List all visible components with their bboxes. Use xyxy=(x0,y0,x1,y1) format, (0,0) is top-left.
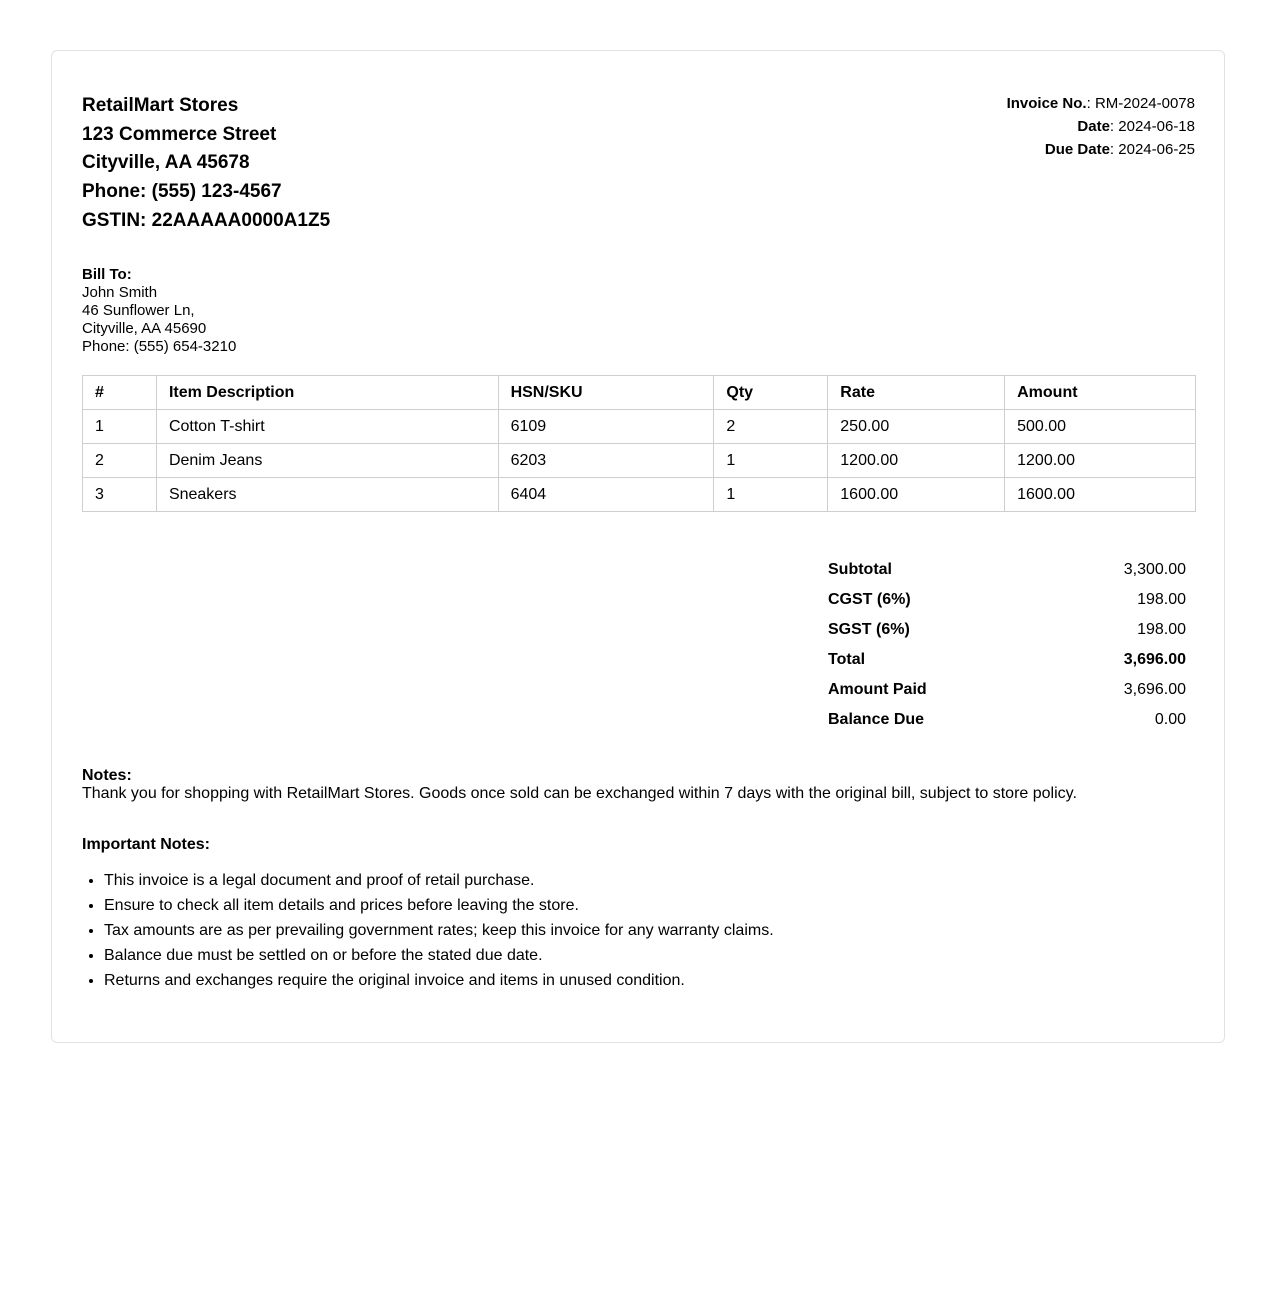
items-table-header xyxy=(83,376,1196,410)
balance-due-row xyxy=(818,705,1196,735)
invoice-due-date-label: Due Date xyxy=(1044,141,1110,158)
subtotal-row xyxy=(818,555,1196,585)
invoice-number-value: RM-2024-0078 xyxy=(1094,95,1195,112)
sgst-row xyxy=(818,615,1196,645)
cell-amount: 1200.00 xyxy=(1005,444,1196,478)
balance-due-label: Balance Due xyxy=(828,711,925,728)
company-info xyxy=(82,92,330,236)
list-item: • Returns and exchanges require the original invoice and items in unused condition. xyxy=(104,968,1182,993)
company-address-line2: Cityville, AA 45678 xyxy=(82,152,250,174)
header-hsn-sku: HSN/SKU xyxy=(498,376,714,410)
cell-item-description: Cotton T-shirt xyxy=(156,410,498,444)
cell-item-description: Denim Jeans xyxy=(156,444,498,478)
notes-section xyxy=(82,767,1182,803)
cell-rate: 1600.00 xyxy=(828,478,1005,512)
table-row xyxy=(83,444,1196,478)
table-row xyxy=(83,478,1196,512)
total-row xyxy=(818,645,1196,675)
bill-to-address-line2: Cityville, AA 45690 xyxy=(82,320,207,337)
cell-index: 3 xyxy=(83,478,157,512)
cell-index: 2 xyxy=(83,444,157,478)
invoice-date-value: 2024-06-18 xyxy=(1118,118,1195,135)
cell-hsn-sku: 6404 xyxy=(498,478,714,512)
header-item-description: Item Description xyxy=(156,376,498,410)
invoice-due-date: Due Date: 2024-06-25 xyxy=(1044,141,1195,158)
totals-summary xyxy=(818,555,1196,735)
bill-to-label: Bill To: xyxy=(82,266,132,283)
list-item: • Tax amounts are as per prevailing government rates; keep this invoice for any warranty claims. xyxy=(104,918,1182,943)
company-gstin: GSTIN: 22AAAAA0000A1Z5 xyxy=(82,209,331,231)
header-index: # xyxy=(83,376,157,410)
amount-paid-value: 3,696.00 xyxy=(1123,681,1186,698)
invoice-date-label: Date xyxy=(1077,118,1110,135)
list-item: • Balance due must be settled on or before the stated due date. xyxy=(104,943,1182,968)
sgst-label: SGST (6%) xyxy=(828,621,910,638)
items-table xyxy=(82,375,1196,512)
list-item: • Ensure to check all item details and prices before leaving the store. xyxy=(104,893,1182,918)
cgst-value: 198.00 xyxy=(1137,591,1186,608)
company-phone: Phone: (555) 123-4567 xyxy=(82,181,282,203)
total-value: 3,696.00 xyxy=(1123,651,1186,668)
invoice-number: Invoice No.: RM-2024-0078 xyxy=(1006,95,1195,112)
invoice-number-label: Invoice No. xyxy=(1006,95,1087,112)
important-notes-label: Important Notes: xyxy=(82,836,210,853)
bill-to-phone: Phone: (555) 654-3210 xyxy=(82,338,237,355)
notes-text: Thank you for shopping with RetailMart Stores. Goods once sold can be exchanged within 7 days with the original bill, subject to store policy. xyxy=(82,785,1077,802)
cell-qty: 2 xyxy=(714,410,828,444)
bill-to-address-line1: 46 Sunflower Ln, xyxy=(82,302,195,319)
cgst-label: CGST (6%) xyxy=(828,591,911,608)
balance-due-value: 0.00 xyxy=(1154,711,1186,728)
invoice-due-date-value: 2024-06-25 xyxy=(1118,141,1195,158)
subtotal-label: Subtotal xyxy=(828,561,892,578)
notes-label: Notes: xyxy=(82,767,132,784)
cell-qty: 1 xyxy=(714,478,828,512)
important-notes-section xyxy=(82,835,1182,993)
cell-rate: 250.00 xyxy=(828,410,1005,444)
company-name: RetailMart Stores xyxy=(82,95,239,116)
cell-amount: 500.00 xyxy=(1005,410,1196,444)
important-notes-list xyxy=(82,868,1182,993)
list-item: • This invoice is a legal document and proof of retail purchase. xyxy=(104,868,1182,893)
cell-qty: 1 xyxy=(714,444,828,478)
cell-index: 1 xyxy=(83,410,157,444)
cell-item-description: Sneakers xyxy=(156,478,498,512)
table-row xyxy=(83,410,1196,444)
cell-rate: 1200.00 xyxy=(828,444,1005,478)
company-address-line1: 123 Commerce Street xyxy=(82,123,277,145)
amount-paid-row xyxy=(818,675,1196,705)
cgst-row xyxy=(818,585,1196,615)
amount-paid-label: Amount Paid xyxy=(828,681,927,698)
cell-amount: 1600.00 xyxy=(1005,478,1196,512)
invoice-date: Date: 2024-06-18 xyxy=(1077,118,1195,135)
invoice-document xyxy=(51,50,1225,1043)
subtotal-value: 3,300.00 xyxy=(1123,561,1186,578)
cell-hsn-sku: 6109 xyxy=(498,410,714,444)
header-amount: Amount xyxy=(1005,376,1196,410)
invoice-meta xyxy=(1007,92,1195,161)
sgst-value: 198.00 xyxy=(1137,621,1186,638)
header-rate: Rate xyxy=(828,376,1005,410)
bill-to-name: John Smith xyxy=(82,284,158,301)
cell-hsn-sku: 6203 xyxy=(498,444,714,478)
bill-to xyxy=(82,266,236,356)
total-label: Total xyxy=(828,651,866,668)
header-qty: Qty xyxy=(714,376,828,410)
